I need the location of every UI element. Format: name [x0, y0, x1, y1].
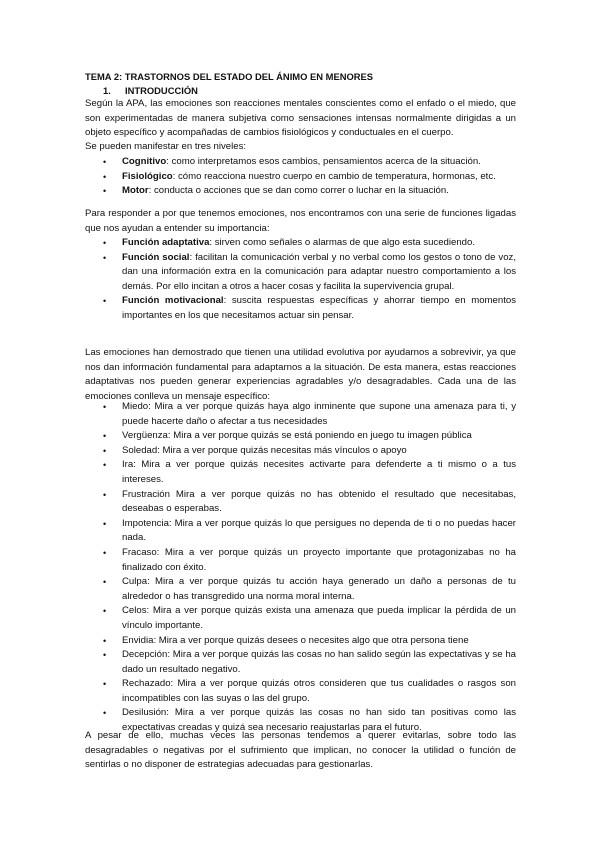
bullet-icon: •	[103, 431, 107, 442]
functions-list-container	[85, 236, 516, 324]
level-text: : cómo reacciona nuestro cuerpo en cambio de temperatura, hormonas, etc.	[172, 170, 496, 182]
list-item	[85, 155, 516, 170]
list-item	[85, 458, 516, 487]
bullet-icon: •	[103, 489, 107, 500]
list-item	[85, 634, 516, 649]
emotion-text: Impotencia: Mira a ver porque quizás lo que persigues no dependa de ti o no puedas hacer nada.	[122, 517, 516, 544]
emotions-list-container	[85, 400, 516, 736]
emotion-text: Desilusión: Mira a ver porque quizás las cosas no han sido tan positivas como las expectativas creadas y quizá sea necesario reajustarlas para el futuro.	[122, 707, 516, 734]
bullet-icon: •	[103, 547, 107, 558]
bullet-icon: •	[103, 650, 107, 661]
section-number: 1.	[103, 85, 111, 96]
bullet-icon: •	[103, 679, 107, 690]
list-item	[85, 251, 516, 295]
bullet-icon: •	[103, 186, 107, 197]
bullet-icon: •	[103, 252, 107, 263]
list-item	[85, 400, 516, 429]
list-item	[85, 488, 516, 517]
function-text: : facilitan la comunicación verbal y no verbal como los gestos o tono de voz, dan una información extra en la comunicación para adaptar nuestro comportamiento a los demás. Por ello incitan a otros a hacer cosas y facilita la supervivencia grupal.	[122, 251, 516, 292]
function-term: Función motivacional	[122, 295, 224, 307]
bullet-icon: •	[103, 296, 107, 307]
intro-paragraph: Según la APA, las emociones son reacciones mentales conscientes como el enfado o el miedo, que son experimentadas de manera subjetiva como sensaciones intensas normalmente dirigidas a un objeto específico y acompañadas de cambios fisiológicos y conductuales en el cuerpo.	[85, 98, 516, 139]
bullet-icon: •	[103, 577, 107, 588]
list-item	[85, 604, 516, 633]
emotion-text: Envidia: Mira a ver porque quizás desees o necesites algo que otra persona tiene	[122, 634, 469, 646]
bullet-icon: •	[103, 708, 107, 719]
list-item	[85, 184, 516, 199]
emotion-text: Ira: Mira a ver porque quizás necesites activarte para defenderte a ti mismo o a tus intereses.	[122, 459, 516, 485]
function-term: Función social	[122, 251, 190, 263]
bullet-icon: •	[103, 606, 107, 617]
emotion-text: Miedo: Mira a ver porque quizás haya algo inminente que supone una amenaza para ti, y puede hacerte daño o afectar a tus necesidades	[122, 401, 516, 427]
functions-intro: Para responder a por que tenemos emociones, nos encontramos con una serie de funciones ligadas que nos ayudan a entender su importancia:	[85, 208, 516, 234]
bullet-icon: •	[103, 445, 107, 456]
closing-paragraph: A pesar de ello, muchas veces las personas tendemos a querer evitarlas, sobre todo las desagradables o negativas por el sufrimiento que implican, no conocer la utilidad o función de sentirlas o no disponer de estrategias adecuadas para gestionarlas.	[85, 730, 516, 771]
level-text: : conducta o acciones que se dan como correr o luchar en la situación.	[148, 185, 449, 197]
emotion-text: Rechazado: Mira a ver porque quizás otros consideren que tus cualidades o rasgos son incompatibles con las suyas o las del grupo.	[122, 678, 516, 704]
emotion-text: Culpa: Mira a ver porque quizás tu acción haya generado un daño a personas de tu alrededor o has transgredido una norma moral interna.	[122, 576, 516, 602]
list-item	[85, 517, 516, 546]
bullet-icon: •	[103, 402, 107, 412]
level-text: : como interpretamos esos cambios, pensamientos acerca de la situación.	[166, 156, 481, 167]
levels-list	[85, 155, 516, 199]
list-item	[85, 236, 516, 251]
document-title: TEMA 2: TRASTORNOS DEL ESTADO DEL ÁNIMO EN MENORES	[85, 71, 374, 82]
levels-list-container	[85, 155, 516, 199]
emotion-text: Vergüenza: Mira a ver porque quizás se está poniendo en juego tu imagen pública	[122, 430, 472, 442]
bullet-icon: •	[103, 171, 107, 182]
list-item	[85, 429, 516, 444]
bullet-icon: •	[103, 157, 107, 167]
list-item	[85, 170, 516, 185]
bullet-icon: •	[103, 518, 107, 529]
functions-list	[85, 236, 516, 324]
bullet-icon: •	[103, 635, 107, 646]
list-item	[85, 444, 516, 459]
emotion-text: Frustración Mira a ver porque quizás no has obtenido el resultado que necesitabas, deseabas o esperabas.	[122, 488, 516, 515]
emotion-text: Decepción: Mira a ver porque quizás las cosas no han salido según las expectativas y se ha dado un resultado negativo.	[122, 649, 516, 675]
section-title: INTRODUCCIÓN	[125, 85, 198, 96]
level-term: Motor	[122, 185, 149, 197]
function-term: Función adaptativa	[122, 237, 210, 248]
level-term: Cognitivo	[122, 156, 167, 167]
bullet-icon: •	[103, 460, 107, 471]
list-item	[85, 546, 516, 575]
function-text: : sirven como señales o alarmas de que algo esta sucediendo.	[209, 237, 476, 248]
emotion-text: Soledad: Mira a ver porque quizás necesitas más vínculos o apoyo	[122, 444, 407, 456]
emotions-list	[85, 400, 516, 736]
bullet-icon: •	[103, 238, 107, 248]
function-text: : suscita respuestas específicas y ahorrar tiempo en momentos importantes en los que necesitamos actuar sin pensar.	[122, 295, 516, 321]
list-item	[85, 294, 516, 323]
list-item	[85, 575, 516, 604]
list-item	[85, 648, 516, 677]
list-item	[85, 677, 516, 706]
emotions-intro: Las emociones han demostrado que tienen una utilidad evolutiva por ayudarnos a sobrevivir, ya que nos dan información fundamental para adaptarnos a la situación. De esta manera, estas reacciones adaptativas nos pueden generar experiencias agradables y/o desagradables. Cada una de las emociones conlleva un mensaje específico:	[85, 347, 516, 402]
emotion-text: Fracaso: Mira a ver porque quizás un proyecto importante que protagonizabas no ha finalizado con éxito.	[122, 546, 516, 573]
emotion-text: Celos: Mira a ver porque quizás exista una amenaza que pueda implicar la pérdida de un vínculo importante.	[122, 605, 516, 631]
levels-intro: Se pueden manifestar en tres niveles:	[85, 141, 247, 152]
level-term: Fisiológico	[122, 170, 173, 182]
